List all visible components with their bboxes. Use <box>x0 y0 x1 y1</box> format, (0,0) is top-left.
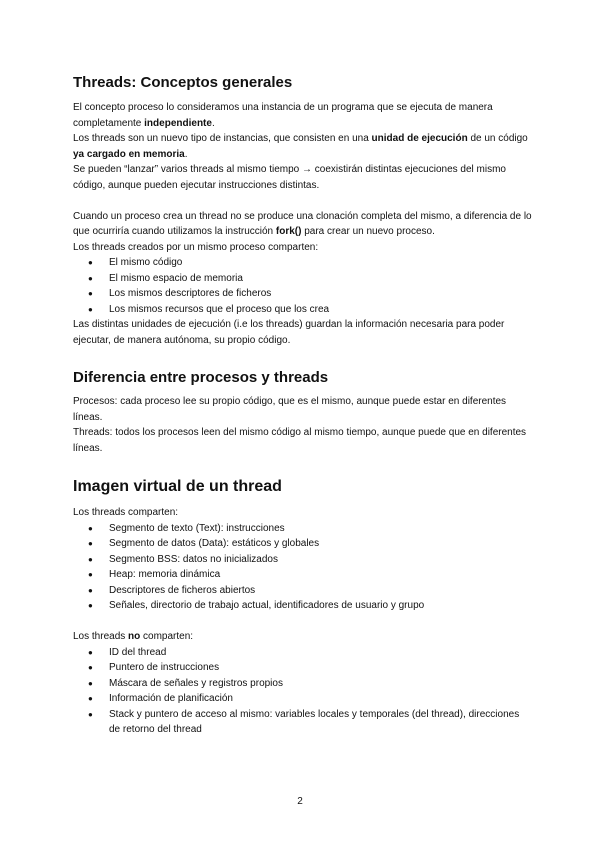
list-item: ● Segmento de texto (Text): instrucciones <box>73 521 533 537</box>
list-item: ● Segmento BSS: datos no inicializados <box>73 552 533 568</box>
bold-text: fork() <box>275 226 302 237</box>
text: para crear un nuevo proceso. <box>301 226 435 237</box>
bold-text: independiente <box>144 117 212 129</box>
list-item: ● Los mismos descriptores de ficheros <box>73 286 533 302</box>
bullet-list-not-shared <box>73 645 533 738</box>
list-item: ● Segmento de datos (Data): estáticos y globales <box>73 536 533 552</box>
bold-text: ya cargado en memoria <box>73 148 185 160</box>
text: Cuando un proceso crea un thread no se produce una clonación completa del mismo, a diferencia de lo que ocurriría cuando utilizamos la instrucción <box>73 210 532 237</box>
bullet-list <box>73 255 533 317</box>
list-item: ● El mismo código <box>73 255 533 271</box>
paragraph: Threads: todos los procesos leen del mismo código al mismo tiempo, aunque puede que en diferentes líneas. <box>73 427 527 454</box>
bullet-list-shared <box>73 521 533 614</box>
paragraph: Las distintas unidades de ejecución (i.e los threads) guardan la información necesaria para poder ejecutar, de manera autónoma, su propio código. <box>73 319 505 346</box>
list-item: ● Información de planificación <box>73 691 533 707</box>
list-item: ● Señales, directorio de trabajo actual, identificadores de usuario y grupo <box>73 598 533 614</box>
paragraph <box>73 131 533 162</box>
bold-text: no <box>128 631 141 642</box>
section-body-diferencia <box>73 394 533 456</box>
list-item: ● ID del thread <box>73 645 533 661</box>
list-item: ● Descriptores de ficheros abiertos <box>73 583 533 599</box>
text: El concepto proceso lo consideramos una instancia de un programa que se ejecuta de manera completamente <box>73 102 493 129</box>
paragraph: Los threads creados por un mismo proceso comparten: <box>73 241 319 253</box>
paragraph <box>73 629 533 645</box>
text: Los threads <box>73 631 129 642</box>
paragraph: Los threads comparten: <box>73 507 179 518</box>
list-item: ● Stack y puntero de acceso al mismo: variables locales y temporales (del thread), direcciones de retorno del thread <box>73 707 533 738</box>
text: de un código <box>467 133 528 144</box>
section-body-conceptos <box>73 100 533 348</box>
paragraph: Se pueden “lanzar” varios threads al mismo tiempo → coexistirán distintas ejecuciones del mismo código, aunque pueden ejecutar instrucciones distintas. <box>73 164 506 191</box>
list-item: ● Heap: memoria dinámica <box>73 567 533 583</box>
text: . <box>211 117 215 129</box>
paragraph <box>73 209 533 240</box>
paragraph: Procesos: cada proceso lee su propio código, que es el mismo, aunque puede estar en diferentes líneas. <box>73 396 507 423</box>
section-body-imagen-virtual <box>73 505 533 738</box>
list-item: ● Puntero de instrucciones <box>73 660 533 676</box>
text: . <box>184 148 188 160</box>
bold-text: unidad de ejecución <box>371 133 468 144</box>
list-item: ● Máscara de señales y registros propios <box>73 676 533 692</box>
list-item: ● El mismo espacio de memoria <box>73 271 533 287</box>
section-title-imagen-virtual: Imagen virtual de un thread <box>73 478 282 495</box>
paragraph <box>73 100 533 131</box>
section-title-diferencia: Diferencia entre procesos y threads <box>73 369 329 386</box>
text: comparten: <box>140 631 194 642</box>
page-number: 2 <box>297 796 303 807</box>
text: Los threads son un nuevo tipo de instancias, que consisten en una <box>73 133 372 144</box>
list-item: ● Los mismos recursos que el proceso que los crea <box>73 302 533 318</box>
section-title-conceptos: Threads: Conceptos generales <box>73 74 293 91</box>
